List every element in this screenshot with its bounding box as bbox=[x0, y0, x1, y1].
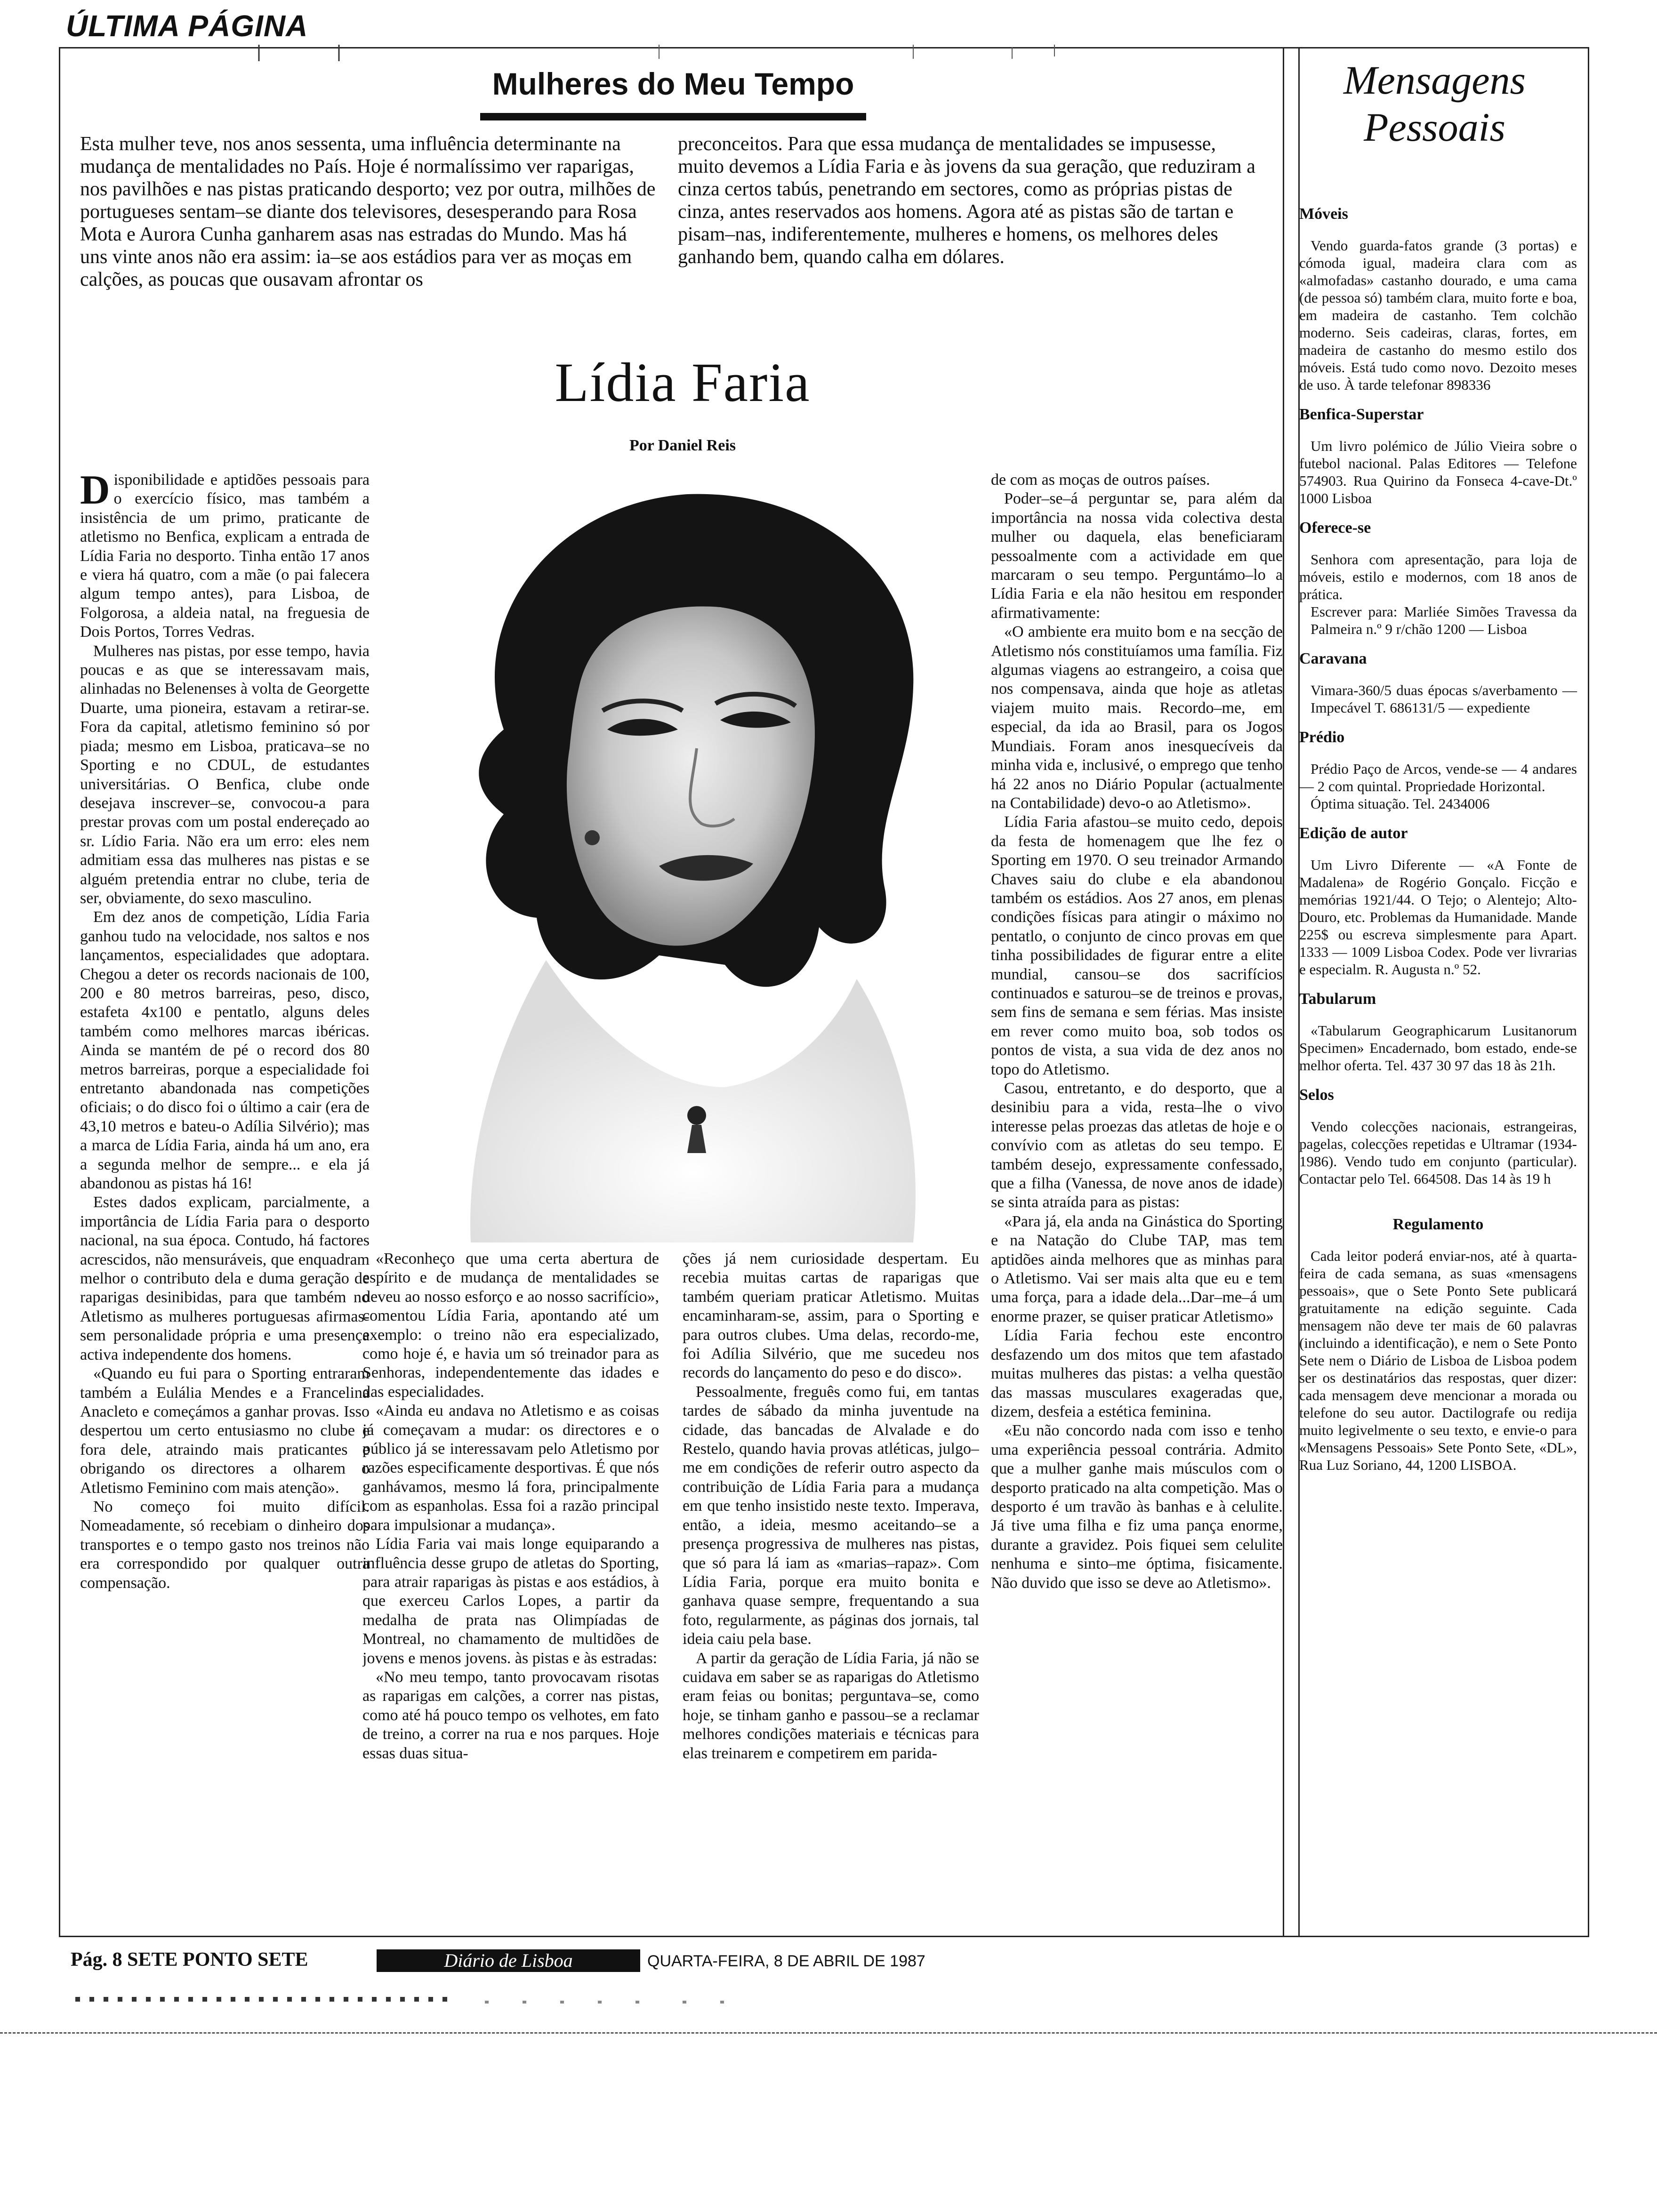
paragraph: No começo foi muito difícil. Nomeadamente, só recebiam o dinheiro dos transportes e o tempo gasto nos treinos não era correspondido por qualquer outra compensação. bbox=[80, 1498, 370, 1592]
article-headline: Lídia Faria bbox=[555, 352, 811, 413]
ad-text: Senhora com apresentação, para loja de móveis, estilo e modernos, com 18 anos de prática. bbox=[1299, 551, 1577, 602]
article-column-2 bbox=[362, 1250, 659, 1925]
ad-heading: Móveis bbox=[1299, 205, 1348, 223]
ads-title-line: Pessoais bbox=[1364, 104, 1505, 150]
paragraph: Lídia Faria fechou este encontro desfazendo um dos mitos que tem afastado muitas mulheres das pistas: a velha questão das massas musculares exageradas que, dizem, desfeia a estética feminina. bbox=[991, 1327, 1283, 1420]
paragraph: Mulheres nas pistas, por esse tempo, havia poucas e as que se interessavam mais, alinhadas no Belenenses à volta de Georgette Duarte, uma pioneira, estavam a retirar-se. Fora da capital, atletismo feminino só por piada; mesmo em Lisboa, praticava–se no Sporting e no CDUL, de estudantes universitárias. O Benfica, clube onde desejava inscrever–se, convocou-a para prestar provas com um postal endereçado ao sr. Lídio Faria. Não era um erro: eles nem admitiam essa das mulheres nas pistas e se alguém pretendia entrar no clube, teria de ser, obviamente, do sexo masculino. bbox=[80, 642, 370, 907]
footer-page-number: Pág. 8 SETE PONTO SETE bbox=[71, 1949, 308, 1971]
kicker-rule bbox=[480, 113, 866, 120]
ad-heading: Oferece-se bbox=[1299, 519, 1371, 537]
classified-ads bbox=[1299, 193, 1577, 1474]
paragraph: ções já nem curiosidade despertam. Eu recebia muitas cartas de raparigas que também queriam praticar Atletismo. Muitas encaminharam-se, assim, para o Sporting e para outros clubes. Uma delas, recordo-me, foi Adília Silvério, que me sucedeu nos records do lançamento do peso e do disco». bbox=[683, 1250, 979, 1382]
ad-heading: Caravana bbox=[1299, 650, 1367, 667]
ads-title-line: Mensagens bbox=[1343, 57, 1526, 103]
paragraph: Pessoalmente, freguês como fui, em tantas tardes de sábado da minha juventude na cidade, das bancadas de Alvalade e do Restelo, quando havia provas atléticas, julgo–me em condições de referir outro aspecto da contribuição de Lídia Faria para a mudança em que tenho insistido neste texto. Imperava, então, a ideia, mesmo aceitando–se a presença progressiva de mulheres nas pistas, que só para lá iam as «marias–rapaz». Com Lídia Faria, porque era muito bonita e ganhava quase sempre, frequentando a sua foto, regularmente, as páginas dos jornais, tal ideia caiu pela base. bbox=[683, 1383, 979, 1648]
section-header: ÚLTIMA PÁGINA bbox=[66, 9, 308, 43]
paragraph: Poder–se–á perguntar se, para além da importância na nossa vida colectiva desta mulher ou daquela, elas beneficiaram pessoalmente com a actividade em que marcaram o seu tempo. Perguntámo–lo a Lídia Faria e ela não hesitou em responder afirmativamente: bbox=[991, 490, 1283, 622]
paragraph: «Reconheço que uma certa abertura de espírito e de mudança de mentalidades se deveu ao nosso esforço e ao nosso sacrifício», comentou Lídia Faria, apontando até um exemplo: o treino não era especializado, como hoje é, e havia um só treinador para as Senhoras, independentemente das idades e das especialidades. bbox=[362, 1250, 659, 1401]
ad-heading: Prédio bbox=[1299, 729, 1345, 746]
ad-heading: Tabularum bbox=[1299, 990, 1376, 1008]
ad-text: «Tabularum Geographicarum Lusitanorum Specimen» Encadernado, bom estado, ende-se melhor oferta. Tel. 437 30 97 das 18 às 21h. bbox=[1299, 1022, 1577, 1074]
intro-left: Esta mulher teve, nos anos sessenta, uma influência determinante na mudança de mentalidades no País. Hoje é normalíssimo ver raparigas, nos pavilhões e nas pistas praticando desporto; vez por outra, milhões de portugueses sentam–se diante dos televisores, desesperando para Rosa Mota e Aurora Cunha ganharem asas nas estradas do Mundo. Mas há uns vinte anos não era assim: ia–se aos estádios para ver as moças em calções, as poucas que ousavam afrontar os bbox=[80, 133, 656, 290]
paragraph: «O ambiente era muito bom e na secção de Atletismo nós constituíamos uma família. Fiz algumas viagens ao estrangeiro, a coisa que nos compensava, ainda que hoje as atletas viajem muito mais. Recordo–me, em especial, da ida ao Brasil, para os Jogos Mundiais. Foram anos inesquecíveis da minha vida e, inclusivé, o emprego que tenho há 22 anos no Diário Popular (actualmente na Contabilidade) devo-o ao Atletismo». bbox=[991, 623, 1283, 812]
paragraph: A partir da geração de Lídia Faria, já não se cuidava em saber se as raparigas do Atletismo eram feias ou bonitas; perguntava–se, como hoje, se tinham ganho e passou–se a reclamar melhores condições materiais e técnicas para elas treinarem e competirem em parida- bbox=[683, 1649, 979, 1762]
ad-heading: Selos bbox=[1299, 1086, 1334, 1104]
article-byline: Por Daniel Reis bbox=[629, 437, 736, 454]
paragraph: isponibilidade e aptidões pessoais para o exercício físico, mas também a insistência de um primo, praticante de atletismo no Benfica, explicam a entrada de Lídia Faria no desporto. Tinha então 17 anos e viera há quatro, com a mãe (o pai falecera algum tempo antes), para Lisboa, de Folgorosa, a aldeia natal, na freguesia de Dois Portos, Torres Vedras. bbox=[80, 471, 370, 641]
article-column-1 bbox=[80, 471, 370, 1925]
ad-text: Vendo guarda-fatos grande (3 portas) e cómoda igual, madeira clara com as «almofadas» castanho dourado, e uma cama (de pessoa só) também clara, muito forte e boa, em madeira de castanho. Tem colchão moderno. Seis cadeiras, claras, fortes, em madeira de castanho do mesmo estilo dos móveis. Está tudo como novo. Dezoito meses de uso. À tarde telefonar 898336 bbox=[1299, 237, 1577, 393]
drop-cap: D bbox=[80, 471, 110, 513]
footer-brand: Diário de Lisboa bbox=[377, 1949, 640, 1972]
ad-text: Prédio Paço de Arcos, vende-se — 4 andares — 2 com quintal. Propriedade Horizontal. bbox=[1299, 761, 1577, 794]
page-bottom-rule bbox=[0, 2032, 1657, 2036]
ad-text: Cada leitor poderá enviar-nos, até à quarta-feira de cada semana, as suas «mensagens pessoais», que o Sete Ponto Sete publicará gratuitamente na edição seguinte. Cada mensagem não deve ter mais de 60 palavras (incluindo a identificação), e nem o Sete Ponto Sete nem o Diário de Lisboa de Lisboa podem ser os destinatários das respostas, quer dizer: cada mensagem deve mencionar a morada ou telefone do seu autor. Dactilografe ou redija muito legivelmente o seu texto, e envie-o para «Mensagens Pessoais» Sete Ponto Sete, «DL», Rua Luz Soriano, 44, 1200 LISBOA. bbox=[1299, 1248, 1577, 1473]
ad-text: Óptima situação. Tel. 2434006 bbox=[1311, 795, 1490, 812]
portrait-photo bbox=[395, 466, 979, 1242]
ad-text: Vimara-360/5 duas épocas s/averbamento — Impecável T. 686131/5 — expediente bbox=[1311, 682, 1577, 716]
paragraph: «No meu tempo, tanto provocavam risotas as raparigas em calções, a correr nas pistas, como até há pouco tempo os velhotes, em fato de treino, a correr na rua e nos parques. Hoje essas duas situa- bbox=[362, 1668, 659, 1762]
paragraph: Lídia Faria afastou–se muito cedo, depois da festa de homenagem que lhe fez o Sporting em 1970. O seu treinador Armando Chaves saiu do clube e ela abandonou também os estádios. Aos 27 anos, em plenas condições físicas para atingir o máximo no pentatlo, o conjunto de cinco provas em que tinha possibilidades de figurar entre a elite mundial, cansou–se dos sacrifícios continuados e saturou–se de treinos e provas, sem fins de semana e sem férias. Mas insiste em rever como muito boa, sob todos os pontos de vista, a sua vida de dez anos no topo do Atletismo. bbox=[991, 813, 1283, 1078]
footer-date: QUARTA-FEIRA, 8 DE ABRIL DE 1987 bbox=[647, 1952, 925, 1970]
paragraph: Em dez anos de competição, Lídia Faria ganhou tudo na velocidade, nos saltos e nos lançamentos, especialidades que adoptara. Chegou a deter os records nacionais de 100, 200 e 80 metros barreiras, peso, disco, estafeta 4x100 e pentatlo, alguns deles também como melhores marcas ibéricas. Ainda se mantém de pé o record dos 80 metros barreiras, porque a especialidade foi entretanto abandonada nas competições oficiais; o do disco foi o último a cair (era de 43,10 metros e bateu-o Adília Silvério); mas a marca de Lídia Faria, ainda há um ano, era a segunda melhor de sempre... e ela já abandonou as pistas há 16! bbox=[80, 908, 370, 1193]
ad-heading: Regulamento bbox=[1392, 1216, 1484, 1233]
article-column-3 bbox=[683, 1250, 979, 1925]
page-footer bbox=[71, 1948, 1295, 1977]
paragraph: Lídia Faria vai mais longe equiparando a influência desse grupo de atletas do Sporting, para atrair raparigas às pistas e aos estádios, à que exerceu Carlos Lopes, a partir da medalha de prata nas Olimpíadas de Montreal, no chamamento de multidões de jovens e menos jovens. às pistas e às estradas: bbox=[362, 1535, 659, 1667]
ad-text: Um Livro Diferente — «A Fonte de Madalena» de Rogério Gonçalo. Ficção e memórias 1921/44. O Tejo; o Alentejo; Alto-Douro, etc. Problemas da Humanidade. Mande 225$ ou escreva simplesmente para Apart. 1333 — 1009 Lisboa Codex. Pode ver livrarias e especialm. R. Augusta n.º 52. bbox=[1299, 857, 1577, 978]
scan-noise-strip bbox=[71, 1988, 777, 2017]
ad-text: Vendo colecções nacionais, estrangeiras, pagelas, colecções repetidas e Ultramar (1934-1986). Vendo tudo em conjunto (particular). Contactar pelo Tel. 664508. Das 14 às 19 h bbox=[1299, 1118, 1577, 1187]
paragraph: Casou, entretanto, e do desporto, que a desinibiu para a vida, resta–lhe o vivo interesse pelas proezas das atletas de hoje e o convívio com as atletas do seu tempo. E também desejo, expressamente confessado, que a filha (Vanessa, de nove anos de idade) se sinta atraída para as pistas: bbox=[991, 1080, 1283, 1211]
article-column-4 bbox=[991, 471, 1283, 1925]
ad-heading: Edição de autor bbox=[1299, 825, 1408, 842]
paragraph: «Eu não concordo nada com isso e tenho uma experiência pessoal contrária. Admito que a mulher ganhe mais músculos com o desporto praticado na alta competição. Mas o desporto é um travão às banhas e à celulite. Já tive uma filha e fiz uma pança enorme, durante a gravidez. Pois fiquei sem celulite nenhuma e sinto–me óptima, fisicamente. Não duvido que isso se deve ao Atletismo». bbox=[991, 1422, 1283, 1592]
ad-text: Um livro polémico de Júlio Vieira sobre o futebol nacional. Palas Editores — Telefone 574903. Rua Quirino da Fonseca 4-cave-Dt.º 1000 Lisboa bbox=[1299, 438, 1577, 506]
top-tick-marks bbox=[254, 45, 1280, 64]
ad-text: Escrever para: Marliée Simões Travessa da Palmeira n.º 9 r/chão 1200 — Lisboa bbox=[1311, 603, 1577, 637]
paragraph: Estes dados explicam, parcialmente, a importância de Lídia Faria para o desporto nacional, na sua época. Contudo, há factores acrescidos, não mensuráveis, que enquadram melhor o contributo dela e duma geração de raparigas desinibidas, para que também no Atletismo as mulheres portuguesas afirmas-sem personalidade própria e uma presença activa independente dos homens. bbox=[80, 1194, 370, 1363]
intro-right: preconceitos. Para que essa mudança de mentalidades se impusesse, muito devemos a Lídia Faria e às jovens da sua geração, que reduziram a cinza certos tabús, penetrando em sectores, como as próprias pistas de cinza, antes reservados aos homens. Agora até as pistas são de tartan e pisam–nas, indiferentemente, mulheres e homens, os melhores deles ganhando bem, quando calha em dólares. bbox=[678, 133, 1255, 268]
paragraph: de com as moças de outros países. bbox=[991, 471, 1210, 489]
paragraph: «Para já, ela anda na Ginástica do Sporting e na Natação do Clube TAP, mas tem aptidões ainda melhores que as minhas para o Atletismo. Vai ser mais alta que eu e tem uma força, para a idade dela...Dar–me–á um enorme prazer, se quiser praticar Atletismo» bbox=[991, 1212, 1283, 1325]
ad-heading: Benfica-Superstar bbox=[1299, 406, 1424, 423]
paragraph: «Ainda eu andava no Atletismo e as coisas já começavam a mudar: os directores e o público já se interessavam pelo Atletismo por razões especificamente desportivas. É que nós ganhávamos, mesmo lá fora, principalmente com as espanholas. Essa foi a razão principal para impulsionar a mudança». bbox=[362, 1402, 659, 1534]
ads-title bbox=[1283, 56, 1586, 151]
paragraph: «Quando eu fui para o Sporting entraram também a Eulália Mendes e a Francelina Anacleto e começámos a ganhar provas. Isso despertou um certo entusiasmo no clube e fora dele, atraindo mais praticantes e obrigando os directores a olharem o Atletismo Feminino com mais atenção». bbox=[80, 1365, 370, 1497]
article-kicker: Mulheres do Meu Tempo bbox=[492, 66, 854, 101]
